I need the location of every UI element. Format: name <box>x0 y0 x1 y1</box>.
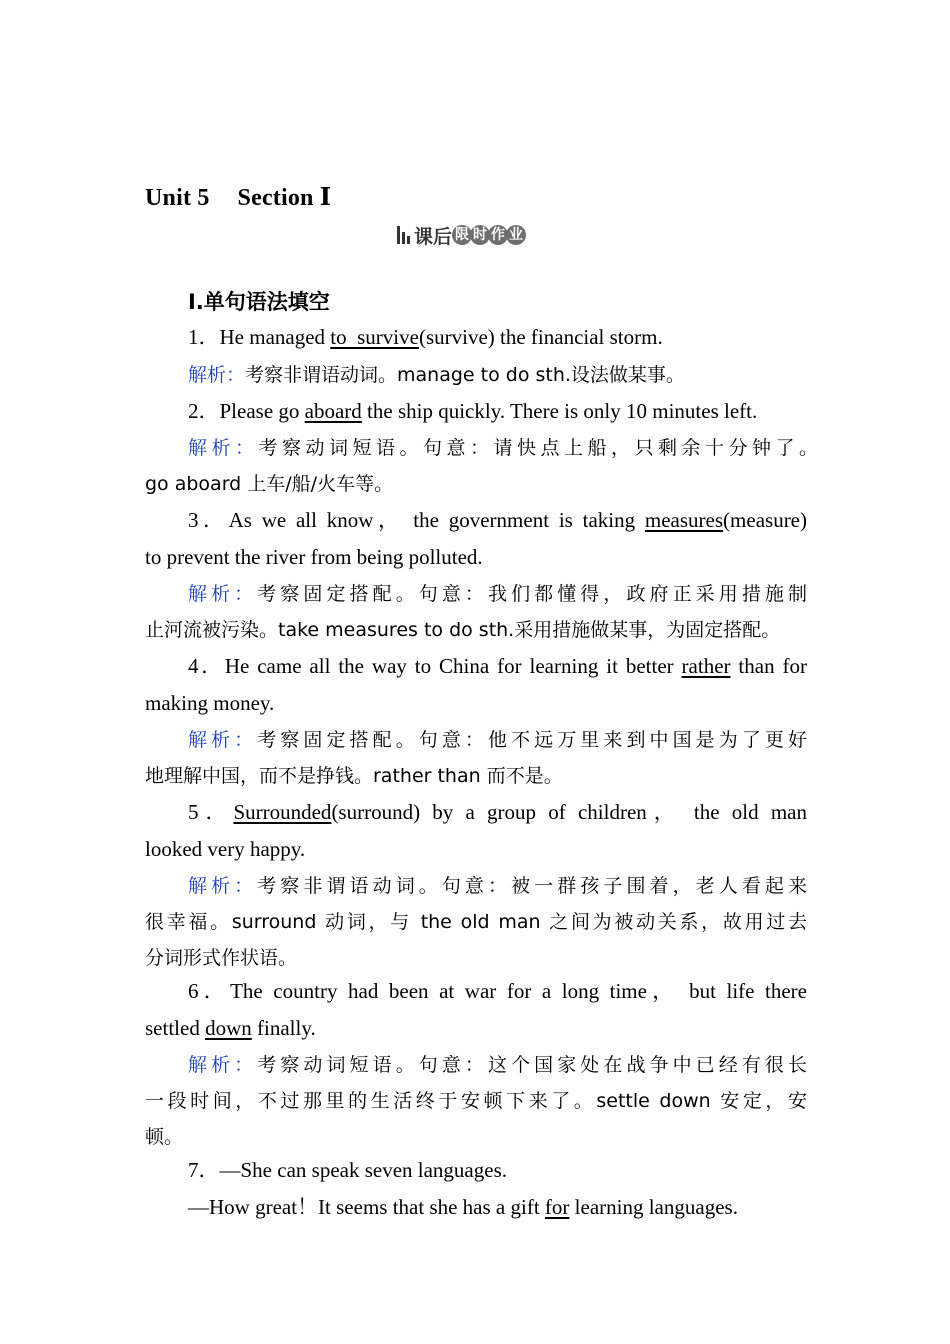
section-title: Ⅰ.单句语法填空 <box>188 290 330 314</box>
answer: Surrounded <box>233 800 332 824</box>
question-6-cont: settled down finally. <box>145 1016 316 1040</box>
explanation-3-cont: 止河流被污染。take measures to do sth.采用措施做某事，为固定搭配。 <box>145 619 781 641</box>
explanation-4: 解析：考察固定搭配。句意：他不远万里来到中国是为了更好 <box>188 729 807 751</box>
homework-banner <box>397 222 526 248</box>
explanation-1: 解析：考察非谓语动词。manage to do sth.设法做某事。 <box>188 364 685 386</box>
answer: rather <box>681 654 731 678</box>
question-3: 3．As we all know， the government is taking measures(measure) <box>188 508 807 532</box>
question-2: 2．Please go aboard the ship quickly. There is only 10 minutes left. <box>188 399 758 423</box>
explanation-2-cont: go aboard 上车/船/火车等。 <box>145 473 394 495</box>
jiexi-label: 解析： <box>188 1054 258 1076</box>
answer: aboard <box>304 399 362 423</box>
explanation-4-cont: 地理解中国，而不是挣钱。rather than 而不是。 <box>145 765 563 787</box>
answer: measures <box>644 508 724 532</box>
question-7-cont: —How great！It seems that she has a gift for learning languages. <box>188 1195 738 1219</box>
question-4: 4．He came all the way to China for learning it better rather than for <box>188 654 807 678</box>
banner-pill: 限 <box>452 225 472 245</box>
banner-pill: 业 <box>506 225 526 245</box>
explanation-5-cont2: 分词形式作状语。 <box>145 947 298 969</box>
answer: to survive <box>330 325 419 349</box>
explanation-5-cont: 很幸福。surround 动词，与 the old man 之间为被动关系，故用过去 <box>145 911 807 933</box>
answer: down <box>205 1016 252 1040</box>
question-6: 6．The country had been at war for a long time， but life there <box>188 979 807 1003</box>
jiexi-label: 解析： <box>188 729 258 751</box>
question-5-cont: looked very happy. <box>145 837 306 861</box>
unit-label: Unit 5 <box>145 185 210 211</box>
question-4-cont: making money. <box>145 691 275 715</box>
jiexi-label: 解析： <box>188 875 258 897</box>
question-1: 1．He managed to survive(survive) the financial storm. <box>188 325 663 349</box>
explanation-6: 解析：考察动词短语。句意：这个国家处在战争中已经有很长 <box>188 1054 807 1076</box>
unit-heading <box>145 182 331 212</box>
jiexi-label: 解析： <box>188 583 258 605</box>
banner-pill: 时 <box>470 225 490 245</box>
explanation-6-cont: 一段时间，不过那里的生活终于安顿下来了。settle down 安定，安 <box>145 1090 807 1112</box>
banner-lead: 课后 <box>414 225 453 248</box>
question-7: 7．—She can speak seven languages. <box>188 1158 507 1182</box>
section-label: Section Ⅰ <box>237 185 332 211</box>
explanation-6-cont2: 顿。 <box>145 1126 184 1148</box>
answer: for <box>544 1195 570 1219</box>
bar-chart-icon <box>397 226 410 244</box>
jiexi-label: 解析： <box>188 437 259 459</box>
banner-pill: 作 <box>488 225 508 245</box>
jiexi-label: 解析： <box>188 364 246 386</box>
question-5: 5．Surrounded(surround) by a group of children， the old man <box>188 800 807 824</box>
explanation-2: 解析：考察动词短语。句意：请快点上船，只剩余十分钟了。 <box>188 437 818 459</box>
question-3-cont: to prevent the river from being polluted. <box>145 545 483 569</box>
explanation-3: 解析：考察固定搭配。句意：我们都懂得，政府正采用措施制 <box>188 583 807 605</box>
explanation-5: 解析：考察非谓语动词。句意：被一群孩子围着，老人看起来 <box>188 875 807 897</box>
